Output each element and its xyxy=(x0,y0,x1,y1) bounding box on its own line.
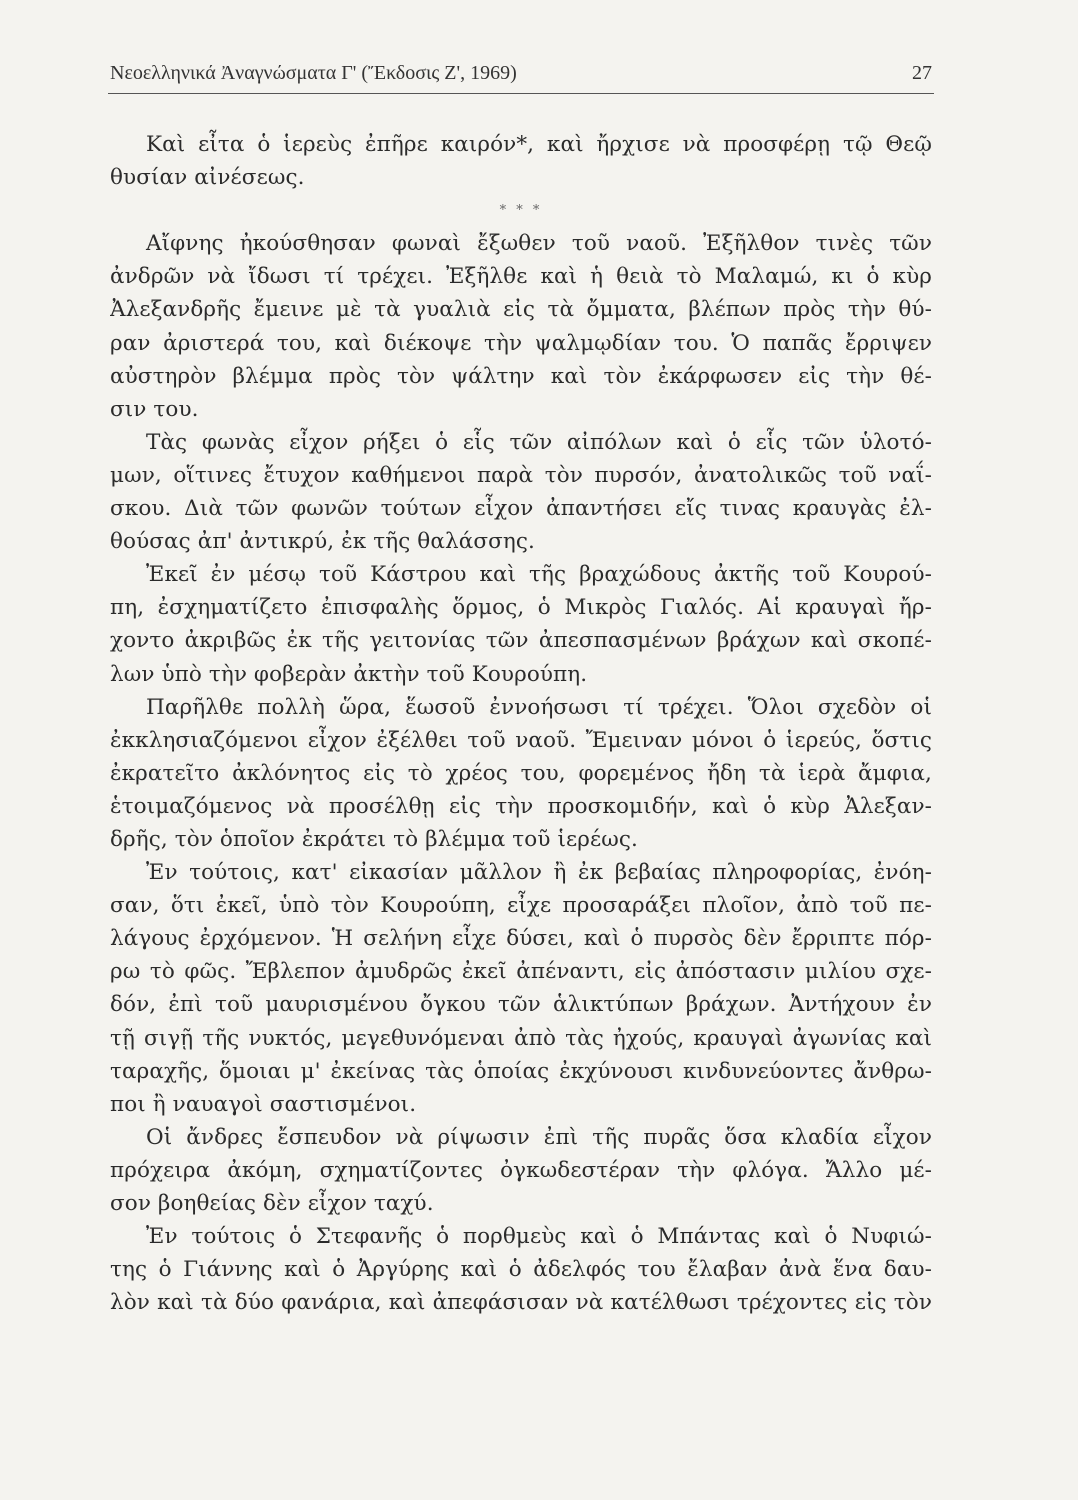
header-title: Νεοελληνικά Ἀναγνώσματα Γ' (Ἔκδοσις Ζ', 1969) xyxy=(110,62,517,84)
text-line: ἐκρατεῖτο ἀκλόνητος εἰς τὸ χρέος του, φορεμένος ἤδη τὰ ἱερὰ ἄμφια, xyxy=(110,760,932,786)
text-line: Τὰς φωνὰς εἶχον ρήξει ὁ εἷς τῶν αἰπόλων καὶ ὁ εἷς τῶν ὑλοτό- xyxy=(146,429,932,455)
text-line: Οἱ ἄνδρες ἔσπευδον νὰ ρίψωσιν ἐπὶ τῆς πυρᾶς ὅσα κλαδία εἶχον xyxy=(146,1124,932,1150)
text-line: ποι ἢ ναυαγοὶ σαστισμένοι. xyxy=(110,1091,417,1117)
text-line: Ἀλεξανδρῆς ἔμεινε μὲ τὰ γυαλιὰ εἰς τὰ ὄμματα, βλέπων πρὸς τὴν θύ- xyxy=(110,297,932,323)
text-line: θυσίαν αἰνέσεως. xyxy=(110,165,305,191)
text-line: Παρῆλθε πολλὴ ὥρα, ἕωσοῦ ἐννοήσωσι τί τρέχει. Ὅλοι σχεδὸν οἱ xyxy=(146,694,932,720)
section-divider: * * * xyxy=(499,203,543,219)
text-line: ἀνδρῶν νὰ ἴδωσι τί τρέχει. Ἐξῆλθε καὶ ἡ θειὰ τὸ Μαλαμώ, κι ὁ κὺρ xyxy=(110,264,932,290)
text-line: Ἐν τούτοις, κατ' εἰκασίαν μᾶλλον ἢ ἐκ βεβαίας πληροφορίας, ἐνόη- xyxy=(146,860,932,886)
text-line: σκου. Διὰ τῶν φωνῶν τούτων εἶχον ἀπαντήσει εἴς τινας κραυγὰς ἐλ- xyxy=(110,496,932,522)
text-line: πη, ἐσχηματίζετο ἐπισφαλὴς ὅρμος, ὁ Μικρὸς Γιαλός. Αἱ κραυγαὶ ἤρ- xyxy=(110,595,932,621)
text-line: χοντο ἀκριβῶς ἐκ τῆς γειτονίας τῶν ἀπεσπασμένων βράχων καὶ σκοπέ- xyxy=(110,628,932,654)
text-line: δόν, ἐπὶ τοῦ μαυρισμένου ὄγκου τῶν ἁλικτύπων βράχων. Ἀντήχουν ἐν xyxy=(110,992,932,1018)
text-line: ραν ἀριστερά του, καὶ διέκοψε τὴν ψαλμῳδίαν του. Ὁ παπᾶς ἔρριψεν xyxy=(110,330,932,356)
text-line: Ἐν τούτοις ὁ Στεφανῆς ὁ πορθμεὺς καὶ ὁ Μπάντας καὶ ὁ Νυφιώ- xyxy=(146,1224,932,1250)
text-line: ἐκκλησιαζόμενοι εἶχον ἐξέλθει τοῦ ναοῦ. Ἔμειναν μόνοι ὁ ἱερεύς, ὅστις xyxy=(110,727,932,753)
header-rule xyxy=(108,93,934,94)
text-line: ρω τὸ φῶς. Ἔβλεπον ἀμυδρῶς ἐκεῖ ἀπέναντι, εἰς ἀπόστασιν μιλίου σχε- xyxy=(110,959,932,985)
text-line: Καὶ εἶτα ὁ ἱερεὺς ἐπῆρε καιρόν*, καὶ ἤρχισε νὰ προσφέρῃ τῷ Θεῷ xyxy=(146,132,932,157)
text-line: λὸν καὶ τὰ δύο φανάρια, καὶ ἀπεφάσισαν νὰ κατέλθωσι τρέχοντες εἰς τὸν xyxy=(110,1290,932,1316)
text-line: λάγους ἐρχόμενον. Ἡ σελήνη εἶχε δύσει, καὶ ὁ πυρσὸς δὲν ἔρριπτε πόρ- xyxy=(110,926,932,952)
text-line: ταραχῆς, ὅμοιαι μ' ἐκείνας τὰς ὁποίας ἐκχύνουσι κινδυνεύοντες ἄνθρω- xyxy=(110,1058,932,1084)
page-number: 27 xyxy=(912,62,932,84)
text-body xyxy=(110,128,932,1319)
text-line: σιν του. xyxy=(110,396,199,422)
text-line: Αἴφνης ἠκούσθησαν φωναὶ ἔξωθεν τοῦ ναοῦ. Ἐξῆλθον τινὲς τῶν xyxy=(146,231,932,257)
text-line: αὐστηρὸν βλέμμα πρὸς τὸν ψάλτην καὶ τὸν ἐκάρφωσεν εἰς τὴν θέ- xyxy=(110,363,932,389)
text-line: μων, οἵτινες ἔτυχον καθήμενοι παρὰ τὸν πυρσόν, ἀνατολικῶς τοῦ ναΐ- xyxy=(110,462,932,488)
text-line: Ἐκεῖ ἐν μέσῳ τοῦ Κάστρου καὶ τῆς βραχώδους ἀκτῆς τοῦ Κουρού- xyxy=(146,562,932,588)
text-line: σον βοηθείας δὲν εἶχον ταχύ. xyxy=(110,1191,434,1216)
text-line: σαν, ὅτι ἐκεῖ, ὑπὸ τὸν Κουρούπη, εἶχε προσαράξει πλοῖον, ἀπὸ τοῦ πε- xyxy=(110,893,932,919)
text-line: πρόχειρα ἀκόμη, σχηματίζοντες ὀγκωδεστέραν τὴν φλόγα. Ἄλλο μέ- xyxy=(110,1157,932,1183)
text-line: ἑτοιμαζόμενος νὰ προσέλθῃ εἰς τὴν προσκομιδήν, καὶ ὁ κὺρ Ἀλεξαν- xyxy=(110,793,932,819)
text-line: τῇ σιγῇ τῆς νυκτός, μεγεθυνόμεναι ἀπὸ τὰς ἠχούς, κραυγαὶ ἀγωνίας καὶ xyxy=(110,1025,932,1051)
running-header xyxy=(110,62,932,92)
text-line: δρῆς, τὸν ὁποῖον ἐκράτει τὸ βλέμμα τοῦ ἱερέως. xyxy=(110,826,638,852)
text-line: της ὁ Γιάννης καὶ ὁ Ἀργύρης καὶ ὁ ἀδελφός του ἔλαβαν ἀνὰ ἕνα δαυ- xyxy=(110,1257,932,1283)
text-line: λων ὑπὸ τὴν φοβερὰν ἀκτὴν τοῦ Κουρούπη. xyxy=(110,661,588,687)
text-line: θούσας ἀπ' ἀντικρύ, ἐκ τῆς θαλάσσης. xyxy=(110,529,535,555)
